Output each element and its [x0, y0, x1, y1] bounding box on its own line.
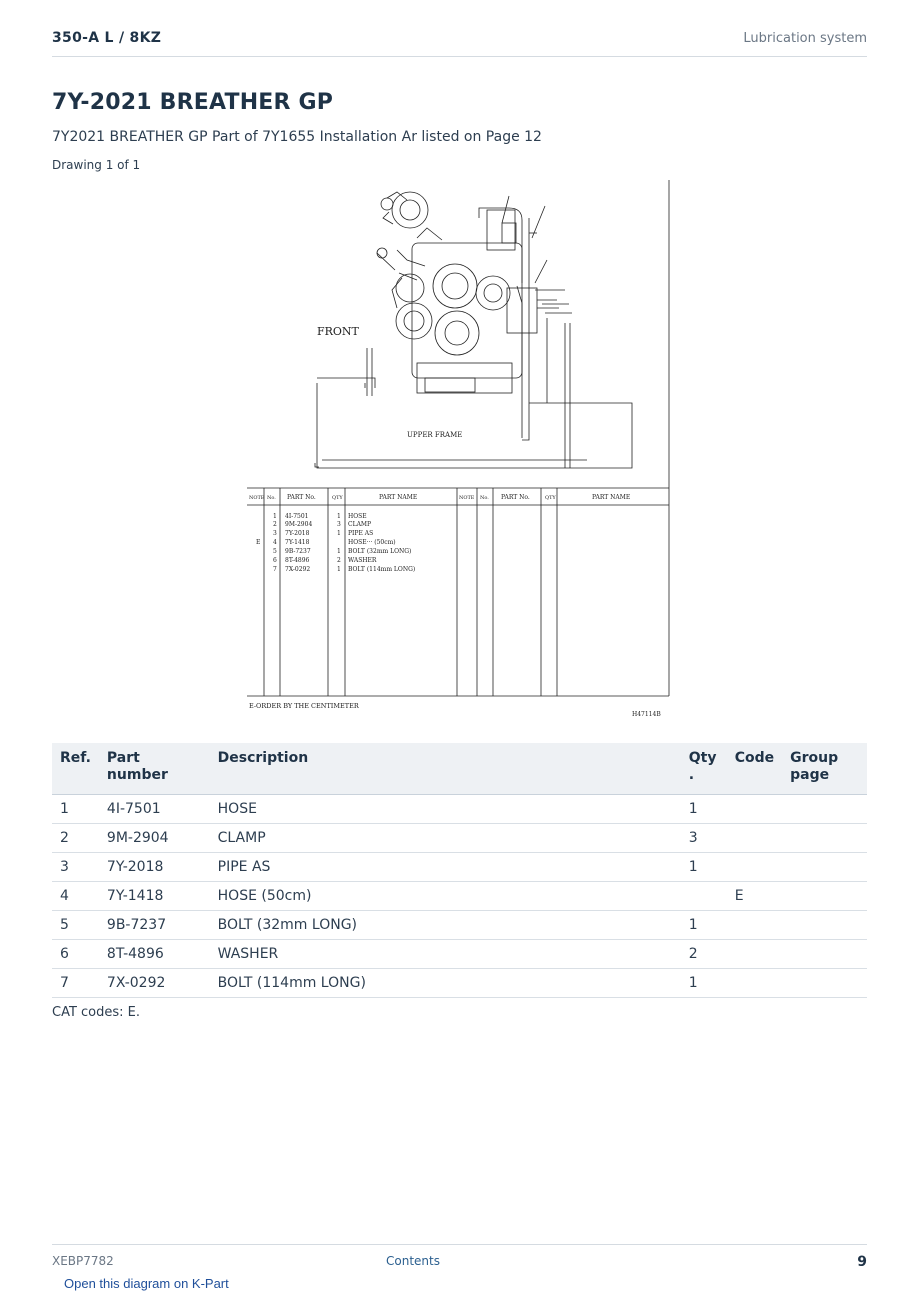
col-header-group-page: Group page — [782, 743, 867, 795]
cell-code — [727, 969, 782, 998]
col-header-part-number: Part number — [99, 743, 210, 795]
diagram-header-no: No. — [267, 495, 276, 501]
open-kpart-link[interactable]: Open this diagram on K-Part — [64, 1276, 229, 1291]
cell-group-page — [782, 853, 867, 882]
cell-ref: 6 — [52, 940, 99, 969]
diagram-id: H47114B — [632, 711, 661, 718]
diagram-header-part-no-2: PART No. — [501, 494, 530, 501]
diagram-header-note-2: NOTE — [459, 495, 475, 501]
diagram-row-qty: 3 — [337, 521, 341, 528]
cell-part-number: 9M-2904 — [99, 824, 210, 853]
frame-label: UPPER FRAME — [407, 431, 463, 439]
drawing-count: Drawing 1 of 1 — [52, 158, 141, 172]
cell-part-number: 7X-0292 — [99, 969, 210, 998]
page — [52, 0, 867, 1300]
cell-code — [727, 853, 782, 882]
document-id: XEBP7782 — [52, 1254, 114, 1268]
cell-qty: 1 — [681, 853, 727, 882]
table-row — [52, 882, 867, 911]
cell-description: CLAMP — [210, 824, 681, 853]
cell-qty: 1 — [681, 969, 727, 998]
cell-ref: 2 — [52, 824, 99, 853]
diagram-row-no: 5 — [273, 548, 277, 555]
page-subtitle: 7Y2021 BREATHER GP Part of 7Y1655 Installation Ar listed on Page 12 — [52, 129, 542, 145]
diagram-row-part-no: 7X-0292 — [285, 566, 311, 573]
cell-description: PIPE AS — [210, 853, 681, 882]
diagram-row-no: 7 — [273, 566, 277, 573]
cell-qty — [681, 882, 727, 911]
cell-code — [727, 795, 782, 824]
parts-table — [52, 743, 867, 998]
cell-ref: 5 — [52, 911, 99, 940]
diagram-row-name: HOSE — [348, 513, 367, 520]
col-header-qty: Qty . — [681, 743, 727, 795]
diagram-header-part-name: PART NAME — [379, 494, 418, 501]
cell-qty: 3 — [681, 824, 727, 853]
cell-code — [727, 911, 782, 940]
contents-link[interactable]: Contents — [386, 1254, 440, 1268]
cell-qty: 1 — [681, 795, 727, 824]
cell-description: HOSE — [210, 795, 681, 824]
cell-ref: 4 — [52, 882, 99, 911]
cell-group-page — [782, 882, 867, 911]
page-header — [52, 28, 867, 57]
cell-part-number: 9B-7237 — [99, 911, 210, 940]
diagram-row-name: BOLT (32mm LONG) — [348, 548, 412, 555]
table-row — [52, 969, 867, 998]
diagram-row-part-no: 7Y-1418 — [285, 539, 310, 546]
cell-qty: 2 — [681, 940, 727, 969]
diagram-row-part-no: 7Y-2018 — [285, 530, 310, 537]
cell-description: BOLT (114mm LONG) — [210, 969, 681, 998]
cell-code — [727, 940, 782, 969]
model-label: 350-A L / 8KZ — [52, 30, 162, 46]
table-row — [52, 853, 867, 882]
diagram-row-qty: 1 — [337, 548, 341, 555]
table-header-row — [52, 743, 867, 795]
diagram-row-qty: 2 — [337, 557, 341, 564]
diagram-row-qty: 1 — [337, 530, 341, 537]
cell-ref: 7 — [52, 969, 99, 998]
diagram-row-name: WASHER — [348, 557, 377, 564]
diagram-row-part-no: 8T-4896 — [285, 557, 310, 564]
col-header-ref: Ref. — [52, 743, 99, 795]
diagram-row-no: 4 — [273, 539, 277, 546]
col-header-description: Description — [210, 743, 681, 795]
page-title: 7Y-2021 BREATHER GP — [52, 90, 334, 115]
col-header-code: Code — [727, 743, 782, 795]
diagram-header-part-no: PART No. — [287, 494, 316, 501]
table-row — [52, 911, 867, 940]
cell-group-page — [782, 940, 867, 969]
diagram-row-part-no: 9M-2904 — [285, 521, 313, 528]
cell-part-number: 7Y-2018 — [99, 853, 210, 882]
section-label: Lubrication system — [743, 31, 867, 46]
diagram-row-no: 1 — [273, 513, 277, 520]
diagram-row-note: E — [256, 539, 261, 546]
cell-description: HOSE (50cm) — [210, 882, 681, 911]
cell-ref: 1 — [52, 795, 99, 824]
diagram-drawing — [247, 178, 677, 723]
table-row — [52, 795, 867, 824]
page-number: 9 — [857, 1254, 867, 1270]
parts-diagram[interactable] — [247, 178, 677, 723]
diagram-row-name: PIPE AS — [348, 530, 374, 537]
diagram-row-no: 3 — [273, 530, 277, 537]
cell-qty: 1 — [681, 911, 727, 940]
diagram-row-name: HOSE··· (50cm) — [348, 539, 396, 546]
cat-codes-note: CAT codes: E. — [52, 1005, 141, 1020]
page-footer — [52, 1244, 867, 1275]
diagram-row-name: CLAMP — [348, 521, 372, 528]
cell-description: BOLT (32mm LONG) — [210, 911, 681, 940]
table-row — [52, 940, 867, 969]
diagram-header-note: NOTE — [249, 495, 265, 501]
diagram-header-qty-2: QTY — [545, 495, 556, 501]
diagram-footnote: E-ORDER BY THE CENTIMETER — [249, 702, 359, 710]
cell-code — [727, 824, 782, 853]
diagram-row-part-no: 9B-7237 — [285, 548, 311, 555]
cell-group-page — [782, 824, 867, 853]
cell-group-page — [782, 795, 867, 824]
front-label: FRONT — [317, 325, 359, 338]
cell-part-number: 7Y-1418 — [99, 882, 210, 911]
diagram-header-no-2: No. — [480, 495, 489, 501]
cell-group-page — [782, 911, 867, 940]
diagram-row-qty: 1 — [337, 566, 341, 573]
diagram-row-no: 6 — [273, 557, 277, 564]
diagram-header-part-name-2: PART NAME — [592, 494, 631, 501]
cell-part-number: 4I-7501 — [99, 795, 210, 824]
cell-code: E — [727, 882, 782, 911]
cell-description: WASHER — [210, 940, 681, 969]
cell-part-number: 8T-4896 — [99, 940, 210, 969]
diagram-row-no: 2 — [273, 521, 277, 528]
table-row — [52, 824, 867, 853]
cell-group-page — [782, 969, 867, 998]
cell-ref: 3 — [52, 853, 99, 882]
diagram-header-qty: QTY — [332, 495, 343, 501]
diagram-row-name: BOLT (114mm LONG) — [348, 566, 416, 573]
diagram-row-part-no: 4I-7501 — [285, 513, 309, 520]
diagram-row-qty: 1 — [337, 513, 341, 520]
